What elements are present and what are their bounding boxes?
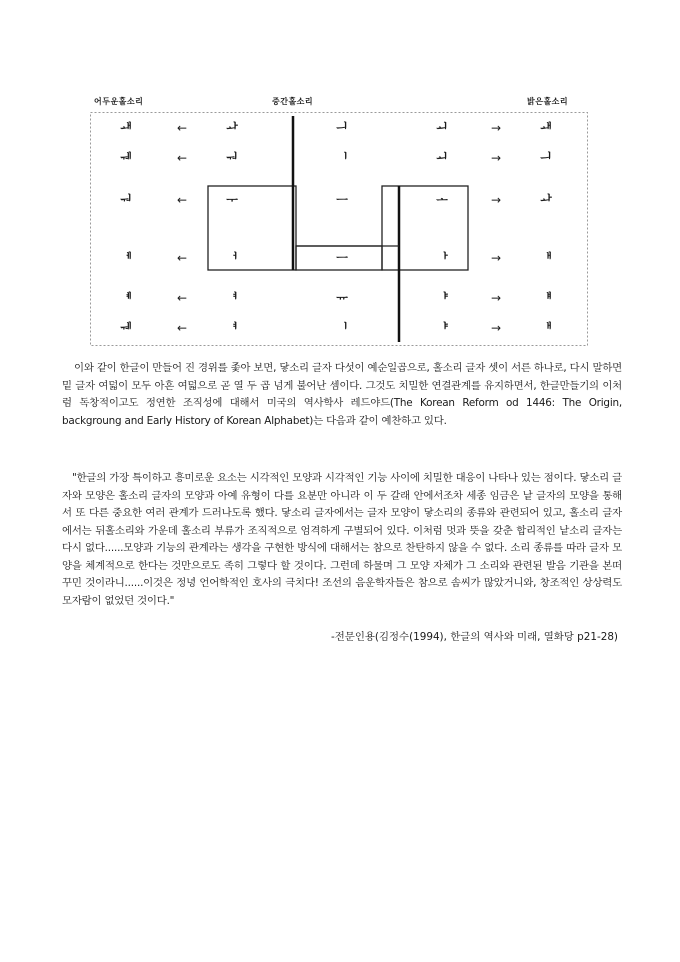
glyph-light-outer: ᅤ (540, 291, 552, 305)
arrow-left-icon: ← (176, 121, 188, 135)
arrow-right-icon: → (490, 193, 502, 207)
dark-inner-box (208, 186, 296, 270)
glyph-light-inner: ᅣ (436, 321, 448, 335)
chart-frame (91, 113, 588, 346)
arrow-right-icon: → (490, 321, 502, 335)
header-light-vowels: 밝은홀소리 (527, 97, 569, 106)
vowel-chart (90, 112, 588, 346)
glyph-light-inner: ᅡ (436, 251, 448, 265)
citation: -전문인용(김정수(1994), 한글의 역사와 미래, 열화당 p21-28) (331, 631, 618, 643)
arrow-left-icon: ← (176, 193, 188, 207)
arrow-left-icon: ← (176, 151, 188, 165)
glyph-light-outer: ᅪ (540, 193, 552, 207)
arrow-left-icon: ← (176, 321, 188, 335)
glyph-dark-outer: ᅰ (120, 151, 132, 165)
arrow-right-icon: → (490, 151, 502, 165)
header-dark-vowels: 어두운홀소리 (94, 97, 144, 106)
glyph-dark-outer: ᅦ (120, 251, 132, 265)
glyph-light-outer: ᅢ (540, 251, 552, 265)
glyph-dark-inner: ᅮ (226, 193, 238, 207)
glyph-dark-inner: ᅪ (226, 121, 238, 135)
glyph-center: ᅴ (336, 121, 348, 135)
quote-paragraph: "한글의 가장 특이하고 흥미로운 요소는 시각적인 모양과 시각적인 기능 사이에 치밀한 대응이 나타나 있는 점이다. 닿소리 글자와 모양은 홀소리 글자의 모양과 아예 유형이 다를 요분만 아니라 이 두 갈래 안에서조차 세종 임금은 낱 글자의 모양을 통해서 또 다른 중요한 여러 관계가 드러나도록 했다. 닿소리 글자에서는 글자 모양이 닿소리의 종류와 관련되어 있고, 홀소리 글자에서는 뒤홀소리와 가운데 홀소리 부류가 조직적으로 엄격하게 구별되어 있다. 이처럼 멋과 뜻을 갖춘 합리적인 낱소리 글자는 다시 없다......모양과 기능의 관계라는 생각을 구현한 방식에 대해서는 참으로 찬탄하지 않을 수 없다. 소리 종류를 따라 글자 모양을 체계적으로 한다는 것만으로도 족히 그렇다 할 것이다. 그런데 하물며 그 모양 자체가 그 소리와 관련된 발음 기관을 본떠 꾸민 것이라니......이것은 정녕 언어학적인 호사의 극치다! 조선의 음운학자들은 참으로 솜씨가 많았거니와, 창조적인 상상력도 모자람이 없었던 것이다." (62, 472, 622, 607)
glyph-light-outer: ᅢ (540, 321, 552, 335)
arrow-right-icon: → (490, 121, 502, 135)
glyph-dark-inner: ᅧ (226, 321, 238, 335)
glyph-center: ᅵ (336, 321, 348, 335)
glyph-dark-outer: ᅫ (120, 121, 132, 135)
arrow-left-icon: ← (176, 291, 188, 305)
glyph-center: ᅵ (336, 151, 348, 165)
glyph-dark-inner: ᅥ (226, 251, 238, 265)
arrow-left-icon: ← (176, 251, 188, 265)
glyph-center: ᅲ (336, 291, 348, 305)
glyph-dark-outer: ᅰ (120, 321, 132, 335)
glyph-center: ㅡ (336, 193, 348, 207)
glyph-dark-inner: ᅧ (226, 291, 238, 305)
arrow-right-icon: → (490, 291, 502, 305)
intro-paragraph: 이와 같이 한글이 만들어 진 경위를 좇아 보면, 닿소리 글자 다섯이 예순일곱으로, 홀소리 글자 셋이 서른 하나로, 다시 말하면 밑 글자 여덟이 모두 아흔 여덟으로 곧 열 두 곱 넘게 불어난 셈이다. 그것도 치밀한 연결관계를 유지하면서, 한글만들기의 이처럼 독창적이고도 정연한 조직성에 대해서 미국의 역사학사 레드야드(The Korean Reform od 1446: The Origin, backgroung and Early History of Korean Alphabet)는 다음과 같이 예찬하고 있다. (62, 362, 622, 427)
chart-glyphs (120, 120, 552, 335)
glyph-dark-inner: ᅯ (226, 151, 238, 165)
light-inner-box (382, 186, 468, 270)
glyph-light-outer: ᅴ (540, 151, 552, 165)
arrow-right-icon: → (490, 251, 502, 265)
glyph-light-inner: ᅬ (436, 121, 448, 135)
glyph-light-inner: ᅣ (436, 291, 448, 305)
glyph-center: ㅡ (336, 251, 348, 265)
glyph-dark-outer: ᅨ (120, 291, 132, 305)
glyph-dark-outer: ᅯ (120, 193, 132, 207)
header-neutral-vowels: 중간홀소리 (272, 97, 314, 106)
glyph-light-outer: ᅫ (540, 121, 552, 135)
glyph-light-inner: ᅬ (436, 151, 448, 165)
glyph-light-inner: ᅩ (436, 193, 448, 207)
